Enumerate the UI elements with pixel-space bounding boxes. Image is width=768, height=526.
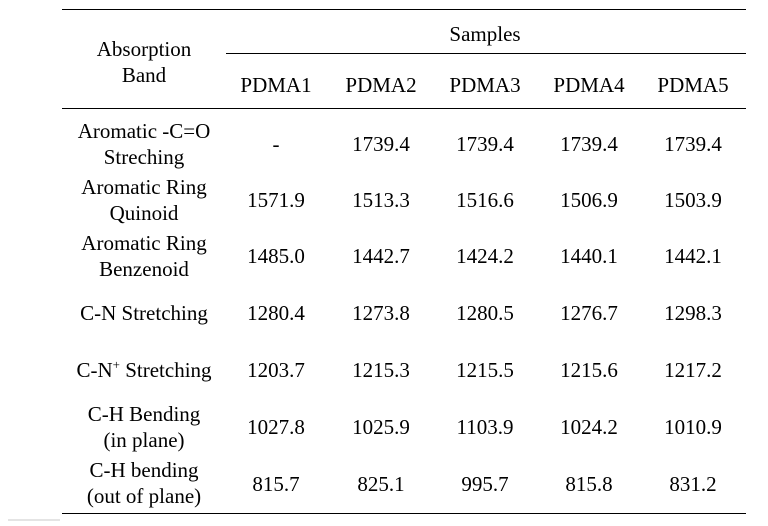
- table-cell: 1215.6: [560, 358, 618, 382]
- table-cell: 1010.9: [664, 415, 722, 439]
- column-header-pdma4: PDMA4: [553, 73, 625, 97]
- table-cell: 1739.4: [352, 132, 410, 156]
- table-cell: 1513.3: [352, 188, 410, 212]
- table-cell: -: [272, 132, 280, 156]
- samples-group-header: Samples: [449, 22, 521, 46]
- table-cell: 1485.0: [247, 244, 305, 268]
- table-cell: 815.8: [565, 472, 613, 496]
- corner-header-line2: Band: [121, 63, 167, 87]
- table-cell: 1739.4: [560, 132, 618, 156]
- table-cell: 1025.9: [352, 415, 410, 439]
- band-label: C-N Stretching: [80, 301, 208, 325]
- corner-mark: [8, 519, 60, 521]
- table-cell: 1440.1: [560, 244, 618, 268]
- table-cell: 1280.4: [247, 301, 305, 325]
- table-cell: 1217.2: [664, 358, 722, 382]
- table-cell: 995.7: [461, 472, 509, 496]
- table-cell: 1424.2: [456, 244, 514, 268]
- table-cell: 1442.1: [664, 244, 722, 268]
- table-cell: 1442.7: [352, 244, 410, 268]
- table-cell: 1298.3: [664, 301, 722, 325]
- column-header-pdma5: PDMA5: [657, 73, 729, 97]
- table-cell: 1103.9: [456, 415, 514, 439]
- band-label: C-N+ Stretching: [76, 357, 212, 382]
- samples-underline: [226, 53, 746, 54]
- table-cell: 1571.9: [247, 188, 305, 212]
- table-cell: 1024.2: [560, 415, 618, 439]
- table-cell: 825.1: [357, 472, 405, 496]
- band-label: Aromatic Ring Quinoid: [81, 175, 207, 225]
- table-cell: 1215.3: [352, 358, 410, 382]
- column-header-pdma3: PDMA3: [449, 73, 521, 97]
- header-bottom-rule: [62, 108, 746, 109]
- band-label: C-H bending (out of plane): [86, 458, 202, 508]
- band-label: C-H Bending (in plane): [87, 402, 201, 452]
- table-cell: 1273.8: [352, 301, 410, 325]
- table-cell: 1516.6: [456, 188, 514, 212]
- table-cell: 1276.7: [560, 301, 618, 325]
- column-header-pdma2: PDMA2: [345, 73, 417, 97]
- table-cell: 1739.4: [456, 132, 514, 156]
- corner-header-line1: Absorption: [96, 37, 192, 61]
- band-label: Aromatic Ring Benzenoid: [81, 231, 207, 281]
- table-cell: 1503.9: [664, 188, 722, 212]
- table-cell: 1739.4: [664, 132, 722, 156]
- table-cell: 815.7: [252, 472, 300, 496]
- table-cell: 1215.5: [456, 358, 514, 382]
- table-cell: 831.2: [669, 472, 717, 496]
- table-cell: 1203.7: [247, 358, 305, 382]
- bottom-rule: [62, 513, 746, 514]
- top-rule: [62, 9, 746, 10]
- table-cell: 1506.9: [560, 188, 618, 212]
- column-header-pdma1: PDMA1: [240, 73, 312, 97]
- table-cell: 1027.8: [247, 415, 305, 439]
- table-cell: 1280.5: [456, 301, 514, 325]
- band-label: Aromatic -C=O Streching: [77, 119, 211, 169]
